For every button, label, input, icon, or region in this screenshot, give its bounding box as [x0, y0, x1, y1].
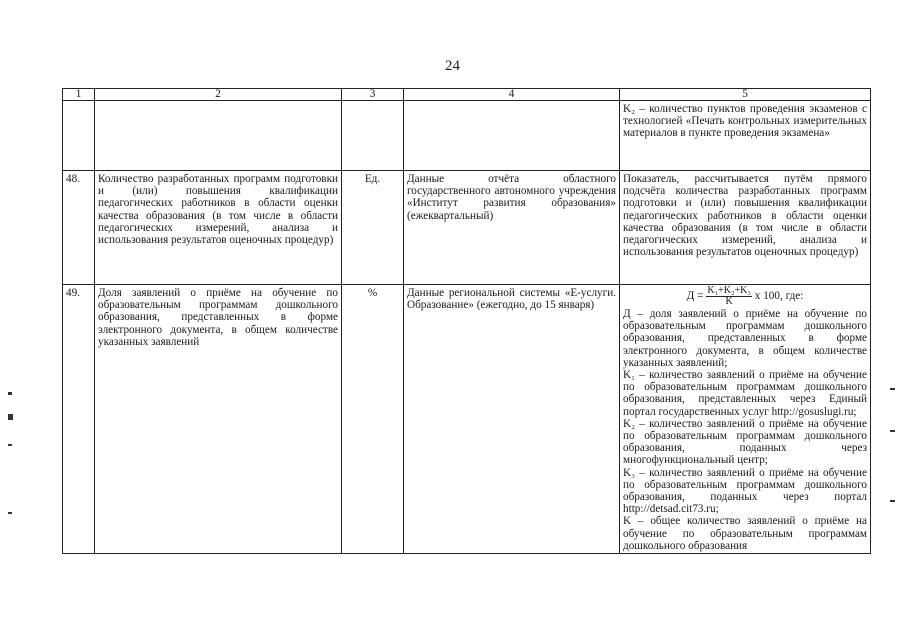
data-source: Данные отчёта областного государственного автономного учреждения «Институт развития образования» (ежеквартальный) — [404, 171, 620, 285]
row-number: 48. — [63, 171, 95, 285]
continuation-method-text: K₂ – количество пунктов проведения экзаменов с технологией «Печать контрольных измерительных материалов в пункте проведения экзамена» — [620, 101, 871, 171]
formula-numerator: K₁+K₂+K₃ — [707, 285, 751, 296]
formula — [623, 286, 867, 307]
formula-rhs: x 100, где: — [754, 290, 804, 303]
table-row-49 — [63, 285, 871, 554]
definition-k: K – общее количество заявлений о приёме на обучение по образовательным программам дошкольного образования — [623, 515, 867, 552]
scan-mark — [890, 388, 895, 390]
formula-lhs: Д = — [686, 290, 704, 303]
header-col-2: 2 — [95, 89, 342, 101]
continuation-cell-3 — [342, 101, 404, 171]
definition-k1: K₁ – количество заявлений о приёме на обучение по образовательным программам дошкольного образования, представленных через Единый портал государственных услуг http://gosuslugi.ru; — [623, 369, 867, 418]
header-col-3: 3 — [342, 89, 404, 101]
scan-mark — [8, 414, 13, 420]
row-number: 49. — [63, 285, 95, 554]
header-col-1: 1 — [63, 89, 95, 101]
formula-fraction — [706, 286, 751, 307]
continuation-row — [63, 101, 871, 171]
formula-denominator: K — [725, 296, 733, 307]
scan-mark — [8, 512, 12, 514]
data-source: Данные региональной системы «Е-услуги. Образование» (ежегодно, до 15 января) — [404, 285, 620, 554]
header-col-5: 5 — [620, 89, 871, 101]
definition-d: Д – доля заявлений о приёме на обучение по образовательным программам дошкольного образования, представленных в форме электронного документа, в общем количестве указанных заявлений; — [623, 308, 867, 369]
scan-mark — [890, 500, 895, 502]
indicator-name: Доля заявлений о приёме на обучение по образовательным программам дошкольного образования, представленных в форме электронного документа, в общем количестве указанных заявлений — [95, 285, 342, 554]
table-row-48 — [63, 171, 871, 285]
calculation-method: Показатель, рассчитывается путём прямого подсчёта количества разработанных программ подготовки и (или) повышения квалификации педагогических работников в области оценки качества образования (в том числе в области педагогических измерений, анализа и использования результатов оценочных процедур) — [620, 171, 871, 285]
unit: % — [342, 285, 404, 554]
scan-mark — [8, 444, 12, 446]
header-col-4: 4 — [404, 89, 620, 101]
calculation-method — [620, 285, 871, 554]
continuation-cell-1 — [63, 101, 95, 171]
definition-k2: K₂ – количество заявлений о приёме на обучение по образовательным программам дошкольного образования, поданных через многофункциональный центр; — [623, 417, 867, 467]
continuation-cell-4 — [404, 101, 620, 171]
header-row — [63, 89, 871, 101]
indicator-name: Количество разработанных программ подготовки и (или) повышения квалификации педагогических работников в области оценки качества образования (в том числе в области педагогических измерений, анализа и использования результатов оценочных процедур) — [95, 171, 342, 285]
scan-mark — [890, 430, 895, 432]
continuation-cell-2 — [95, 101, 342, 171]
unit: Ед. — [342, 171, 404, 285]
scan-mark — [8, 392, 12, 395]
indicator-table — [62, 88, 871, 554]
page-number: 24 — [445, 58, 460, 74]
definition-k3: K₃ – количество заявлений о приёме на обучение по образовательным программам дошкольного образования, поданных через портал http://detsad.cit73.ru; — [623, 466, 867, 516]
